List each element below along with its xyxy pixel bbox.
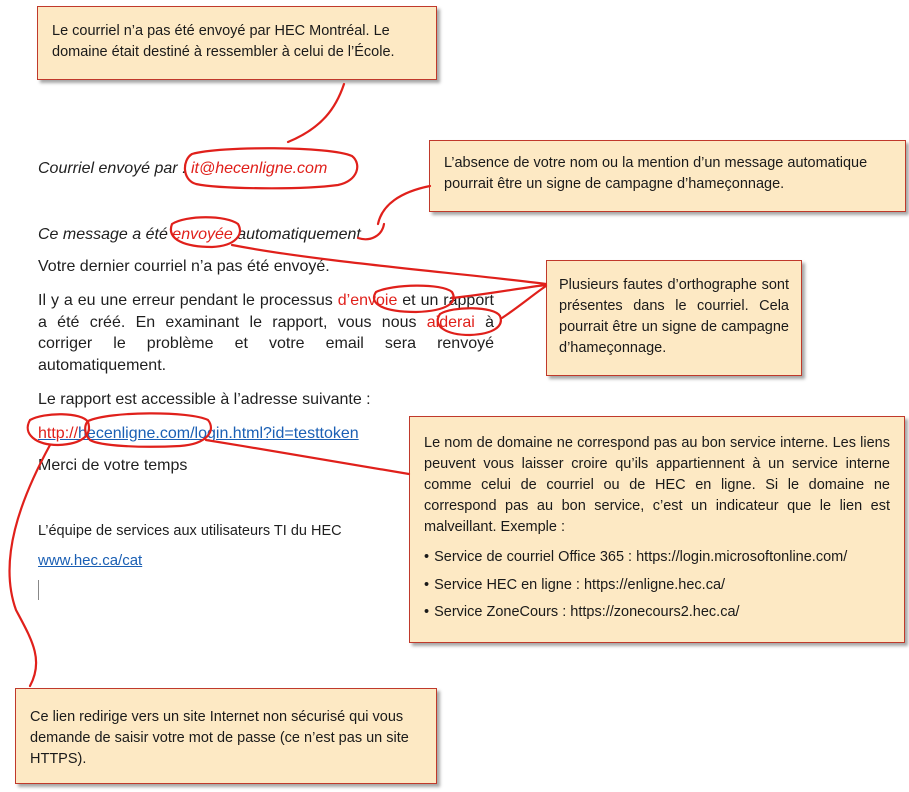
- automatic-suffix: automatiquement: [232, 226, 361, 243]
- link-path: /login.html?id=testtoken: [190, 425, 359, 442]
- automatic-line: [38, 225, 361, 245]
- misspelled-aiderai: aiderai: [426, 313, 475, 331]
- link-domain: hecenligne.com: [78, 425, 191, 442]
- sender-line: [38, 159, 327, 179]
- callout-https: [15, 688, 437, 784]
- report-line: Le rapport est accessible à l’adresse suivante :: [38, 391, 371, 408]
- arrow-to-automatic-callout: [378, 186, 430, 224]
- callout-automatic-message: [429, 140, 906, 212]
- callout-domain-mismatch: [409, 416, 905, 643]
- line-domain-to-callout: [206, 440, 409, 474]
- misspelled-envoyee: envoyée: [172, 226, 233, 243]
- sender-address: it@hecenligne.com: [190, 160, 328, 177]
- underline-automatic: [358, 224, 384, 239]
- team-signature: L’équipe de services aux utilisateurs TI du HEC: [38, 523, 342, 539]
- thanks-line: Merci de votre temps: [38, 457, 188, 474]
- callout-spelling-text: Plusieurs fautes d’orthographe sont présentes dans le courriel. Cela pourrait être un signe de campagne d’hameçonnage.: [559, 277, 789, 357]
- paragraph-part-c: à corriger le problème et votre email sera renvoyé automatiquement.: [38, 313, 494, 374]
- text-cursor: [38, 580, 39, 600]
- paragraph-part-b: et un rapport a été créé. En examinant le rapport, vous nous: [38, 292, 494, 331]
- callout-sender-domain: [37, 6, 437, 80]
- paragraph-part-a: Il y a eu une erreur pendant le processus: [38, 292, 338, 309]
- phishing-link[interactable]: [38, 424, 359, 444]
- callout-domain-mismatch-text: Le nom de domaine ne correspond pas au bon service interne. Les liens peuvent vous laisser croire qu’ils appartiennent à un service interne comme celui de courriel ou de HEC en ligne. Si le domaine ne correspond pas au bon service, c’est un indicateur que le lien est malveillant. Exemple :: [424, 435, 890, 536]
- link-protocol: http://: [38, 425, 79, 442]
- callout-spelling: [546, 260, 802, 376]
- callout-automatic-message-text: L’absence de votre nom ou la mention d’un message automatique pourrait être un signe de campagne d’hameçonnage.: [444, 155, 868, 193]
- automatic-prefix: Ce message a été: [38, 226, 173, 243]
- sender-label: Courriel envoyé par :: [38, 160, 191, 177]
- body-paragraph-error: [38, 290, 494, 376]
- body-line-not-sent: Votre dernier courriel n’a pas été envoyé.: [38, 258, 330, 275]
- hec-cat-link[interactable]: www.hec.ca/cat: [38, 552, 143, 569]
- domain-example-enligne: • Service HEC en ligne : https://enligne.hec.ca/: [424, 576, 890, 596]
- domain-example-office365: • Service de courriel Office 365 : https://login.microsoftonline.com/: [424, 548, 890, 568]
- line-aiderai-to-spelling: [502, 286, 546, 318]
- domain-example-zonecours: • Service ZoneCours : https://zonecours2.hec.ca/: [424, 603, 890, 623]
- callout-https-text: Ce lien redirige vers un site Internet non sécurisé qui vous demande de saisir votre mot de passe (ce n’est pas un site HTTPS).: [30, 709, 409, 768]
- domain-example-list: [424, 548, 890, 623]
- callout-sender-domain-text: Le courriel n’a pas été envoyé par HEC Montréal. Le domaine était destiné à ressembler à celui de l’École.: [52, 23, 395, 61]
- misspelled-denvoie: d’envoie: [337, 292, 398, 309]
- arrow-to-top-callout: [288, 84, 344, 142]
